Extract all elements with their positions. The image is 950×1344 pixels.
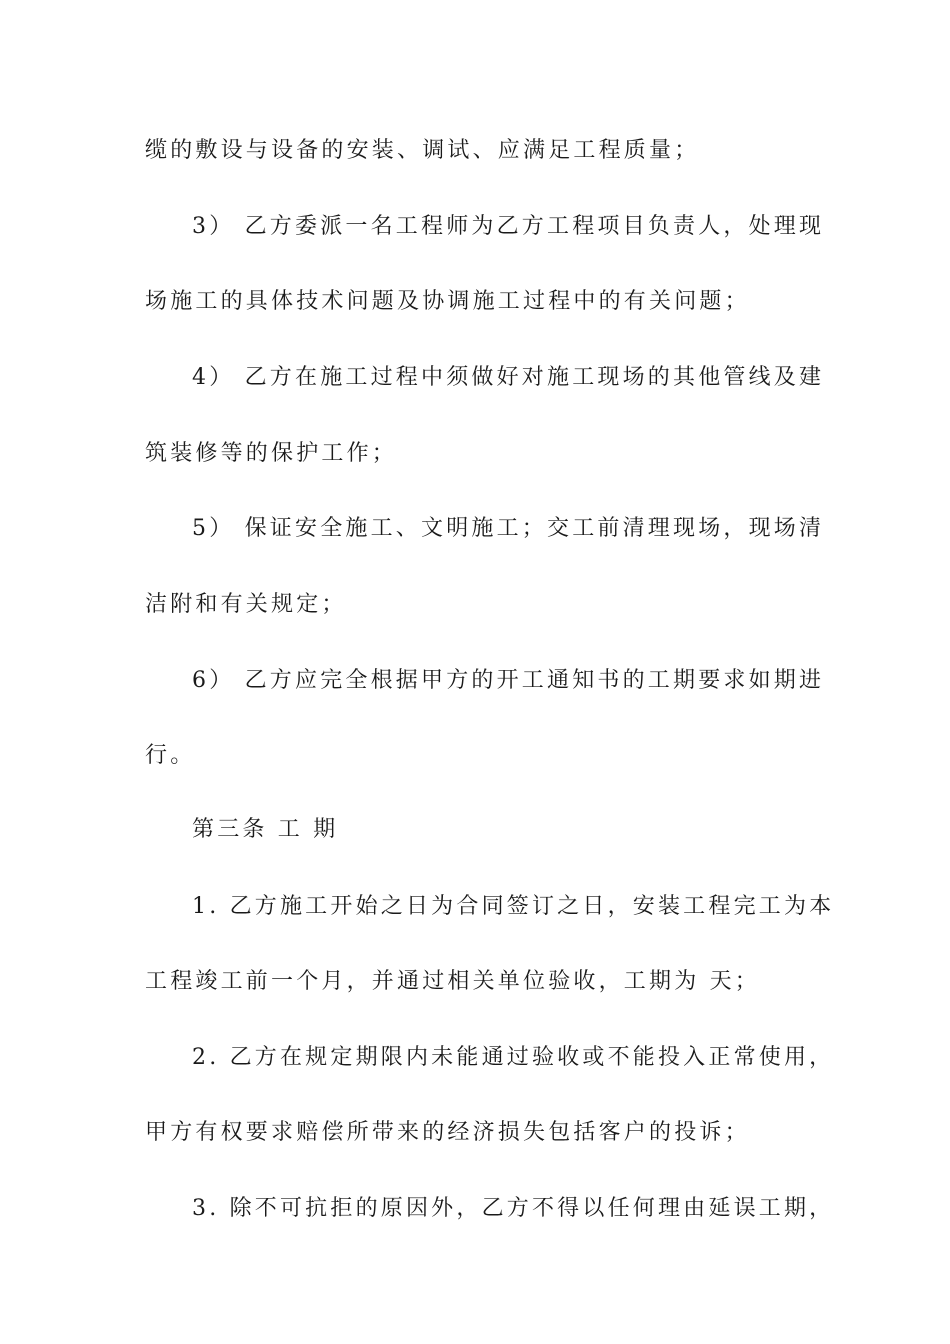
numbered-item-1: 1. 乙方施工开始之日为合同签订之日，安装工程完工为本: [192, 894, 835, 919]
list-item-4: 4） 乙方在施工过程中须做好对施工现场的其他管线及建: [192, 365, 825, 390]
text-line: 工程竣工前一个月，并通过相关单位验收，工期为 天；: [145, 969, 760, 994]
text-line: 缆的敷设与设备的安装、调试、应满足工程质量；: [145, 138, 700, 163]
text-line: 甲方有权要求赔偿所带来的经济损失包括客户的投诉；: [145, 1120, 750, 1145]
list-item-6: 6） 乙方应完全根据甲方的开工通知书的工期要求如期进: [192, 668, 825, 693]
text-line: 行。: [145, 743, 196, 768]
text-line: 洁附和有关规定；: [145, 592, 347, 617]
section-heading: 第三条 工 期: [192, 817, 339, 842]
text-line: 场施工的具体技术问题及协调施工过程中的有关问题；: [145, 289, 750, 314]
numbered-item-2: 2. 乙方在规定期限内未能通过验收或不能投入正常使用，: [192, 1045, 835, 1070]
text-line: 筑装修等的保护工作；: [145, 441, 398, 466]
list-item-5: 5） 保证安全施工、文明施工；交工前清理现场，现场清: [192, 516, 825, 541]
numbered-item-3: 3. 除不可抗拒的原因外，乙方不得以任何理由延误工期，: [192, 1196, 835, 1221]
list-item-3: 3） 乙方委派一名工程师为乙方工程项目负责人，处理现: [192, 214, 825, 239]
